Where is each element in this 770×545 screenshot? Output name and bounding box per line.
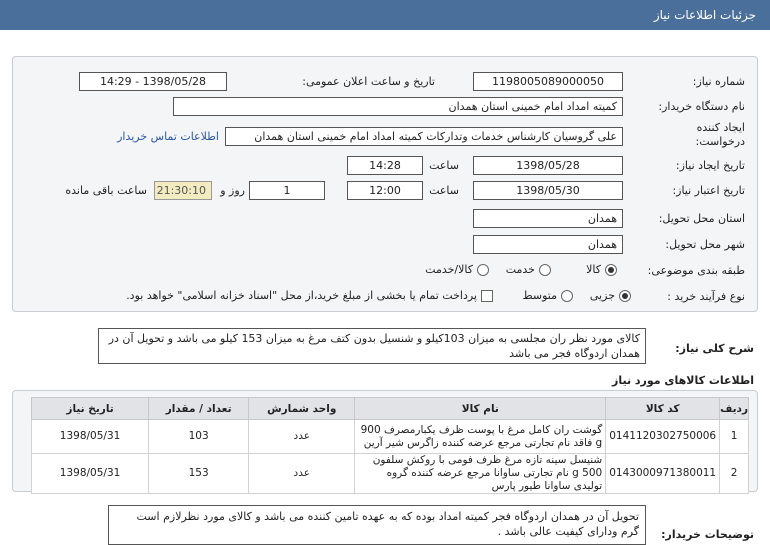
buyer-notes-label: توضیحات خریدار: — [661, 528, 754, 541]
goods-date: 1398/05/31 — [32, 420, 149, 454]
need-number-field: 1198005089000050 — [473, 72, 623, 91]
col-qty: تعداد / مقدار — [149, 398, 249, 420]
table-row — [32, 454, 749, 494]
page-title: جزئیات اطلاعات نیاز — [653, 8, 756, 22]
goods-table-panel — [12, 390, 758, 492]
goods-qty: 153 — [149, 454, 249, 494]
col-code: کد کالا — [606, 398, 720, 420]
remaining-time-field: 21:30:10 — [154, 181, 212, 200]
need-info-panel — [12, 56, 758, 312]
announce-field: 1398/05/28 - 14:29 — [79, 72, 227, 91]
goods-table-header — [32, 398, 749, 420]
treasury-payment-option[interactable]: پرداخت تمام یا بخشی از مبلغ خرید،از محل "اسناد خزانه اسلامی" خواهد بود. — [126, 289, 493, 302]
checkbox-icon[interactable] — [481, 290, 493, 302]
description-text: کالای مورد نظر ران مجلسی به میزان 103کیلو و شنسیل بدون کتف مرغ به میزان 153 کیلو می باشد و تحویل آن در همدان اردوگاه فجر می باشد — [98, 328, 646, 364]
goods-name: گوشت ران کامل مرغ با پوست ظرف یکبارمصرف 900 g فاقد نام تجارتی مرجع عرضه کننده زاگرس شیر آرین — [355, 420, 606, 454]
table-row — [32, 420, 749, 454]
category-label: طبقه بندی موضوعی: — [647, 264, 745, 277]
validity-time-field: 12:00 — [347, 181, 423, 200]
city-field: همدان — [473, 235, 623, 254]
col-date: تاریخ نیاز — [32, 398, 149, 420]
validity-date-field: 1398/05/30 — [473, 181, 623, 200]
goods-date: 1398/05/31 — [32, 454, 149, 494]
goods-name: شنیسل سینه تازه مرغ ظرف فومی با روکش سلفون 500 g نام تجارتی ساوانا مرجع عرضه کننده گروه تولیدی ساوانا طیور پارس — [355, 454, 606, 494]
creator-label: ایجاد کننده درخواست: — [695, 121, 745, 148]
contact-buyer-link[interactable]: اطلاعات تماس خریدار — [117, 130, 219, 143]
validity-time-label: ساعت — [429, 184, 459, 197]
province-label: استان محل تحویل: — [658, 212, 745, 225]
goods-table — [31, 397, 749, 494]
days-label: روز و — [220, 184, 245, 197]
days-field: 1 — [249, 181, 325, 200]
category-option-goods-service[interactable]: کالا/خدمت — [425, 263, 489, 276]
create-time-label: ساعت — [429, 159, 459, 172]
process-label: نوع فرآیند خرید : — [667, 290, 745, 303]
col-name: نام کالا — [355, 398, 606, 420]
announce-label: تاریخ و ساعت اعلان عمومی: — [302, 75, 435, 88]
city-label: شهر محل تحویل: — [665, 238, 745, 251]
create-date-field: 1398/05/28 — [473, 156, 623, 175]
radio-selected-icon[interactable] — [605, 264, 617, 276]
radio-selected-icon[interactable] — [619, 290, 631, 302]
province-field: همدان — [473, 209, 623, 228]
goods-qty: 103 — [149, 420, 249, 454]
category-option-goods[interactable]: کالا — [586, 263, 617, 276]
creator-field: علی گروسیان کارشناس خدمات وتدارکات کمیته امداد امام خمینی استان همدان — [225, 127, 623, 146]
remaining-label: ساعت باقی مانده — [65, 184, 147, 197]
goods-code: 0141120302750006 — [606, 420, 720, 454]
buyer-notes-text: تحویل آن در همدان اردوگاه فجر کمیته امداد بوده که به عهده تامین کننده می باشد و کالای مورد نظرلازم است گرم ودارای کیفیت عالی باشد . — [108, 505, 646, 545]
row-index: 1 — [720, 420, 749, 454]
category-option-service[interactable]: خدمت — [506, 263, 551, 276]
radio-icon[interactable] — [539, 264, 551, 276]
process-option-minor[interactable]: جزیی — [590, 289, 631, 302]
description-label: شرح کلی نیاز: — [675, 342, 754, 355]
col-unit: واحد شمارش — [249, 398, 355, 420]
process-option-medium[interactable]: متوسط — [522, 289, 573, 302]
create-date-label: تاریخ ایجاد نیاز: — [675, 159, 745, 172]
create-time-field: 14:28 — [347, 156, 423, 175]
buyer-org-field: کمیته امداد امام خمینی استان همدان — [173, 97, 623, 116]
radio-icon[interactable] — [477, 264, 489, 276]
radio-icon[interactable] — [561, 290, 573, 302]
goods-code: 0143000971380011 — [606, 454, 720, 494]
goods-unit: عدد — [249, 420, 355, 454]
goods-unit: عدد — [249, 454, 355, 494]
buyer-org-label: نام دستگاه خریدار: — [658, 100, 745, 113]
need-number-label: شماره نیاز: — [692, 75, 745, 88]
validity-label: تاریخ اعتبار نیاز: — [672, 184, 745, 197]
row-index: 2 — [720, 454, 749, 494]
col-row: ردیف — [720, 398, 749, 420]
goods-section-title: اطلاعات کالاهای مورد نیاز — [612, 374, 754, 387]
page-header — [0, 0, 770, 30]
